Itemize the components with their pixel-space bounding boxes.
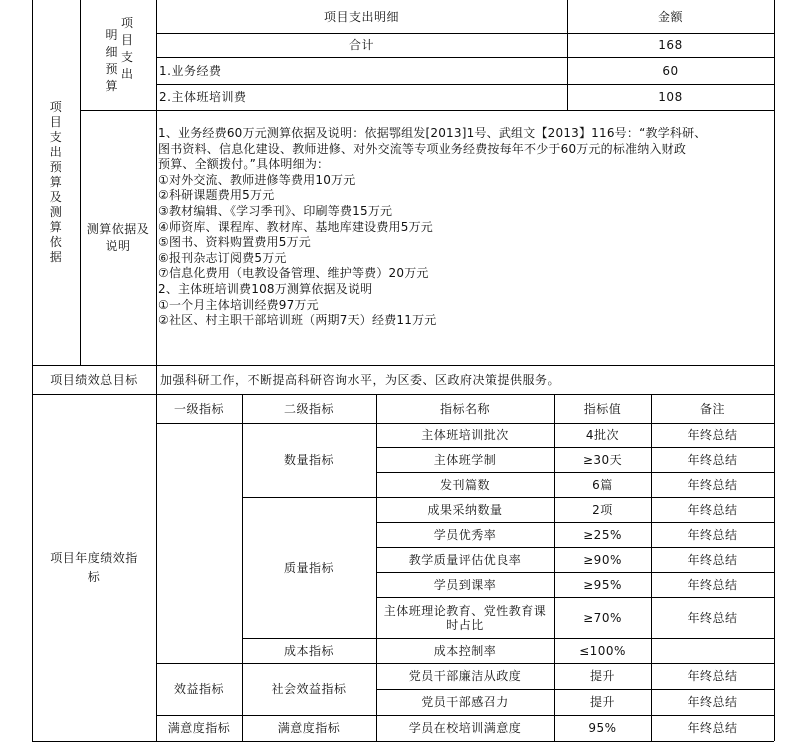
indicator-name: 教学质量评估优良率 — [408, 552, 522, 567]
header-level1: 一级指标 — [173, 401, 224, 416]
indicator-value: ≥90% — [583, 552, 622, 567]
level1-satisfaction: 满意度指标 — [167, 721, 231, 735]
indicator-value: ≥25% — [583, 527, 622, 542]
detail-row-item: 2.主体班培训费 — [159, 90, 247, 104]
vertical-label-columns: 项 目 支 出 明 细 预 算 — [105, 16, 134, 93]
indicator-value: 提升 — [589, 695, 615, 709]
indicator-value: 6篇 — [592, 477, 613, 492]
basis-description — [158, 126, 774, 329]
level2-cost: 成本指标 — [283, 643, 334, 658]
basis-line: 2、主体班培训费108万测算依据及说明 — [158, 281, 373, 296]
indicator-note: 年终总结 — [687, 477, 738, 492]
indicator-name: 党员干部廉洁从政度 — [408, 669, 522, 683]
detail-row-total-item: 合计 — [348, 38, 374, 52]
indicator-value: 提升 — [589, 669, 615, 683]
indicator-value: ≥70% — [583, 610, 622, 625]
header-level2: 二级指标 — [283, 401, 334, 416]
detail-header-item: 项目支出明细 — [323, 9, 399, 24]
detail-budget-label — [80, 0, 156, 110]
indicator-value: ≥95% — [583, 577, 622, 592]
basis-line: ③教材编辑、《学习季刊》、印刷等费15万元 — [158, 203, 393, 218]
indicator-value: ≤100% — [579, 643, 626, 658]
basis-line: ⑦信息化费用（电教设备管理、维护等费）20万元 — [158, 266, 429, 281]
indicator-name: 成果采纳数量 — [427, 502, 503, 517]
level1-benefit: 效益指标 — [173, 682, 224, 696]
budget-section-label — [32, 0, 80, 365]
basis-line: 图书资料、信息化建设、教师进修、对外交流等专项业务经费按每年不少于60万元的标准纳入财政 — [158, 141, 687, 156]
detail-row-total-amount: 168 — [658, 38, 683, 52]
level2-quantity: 数量指标 — [283, 453, 334, 467]
basis-line: ⑤图书、资料购置费用5万元 — [158, 235, 311, 250]
indicator-note: 年终总结 — [687, 527, 738, 542]
basis-label: 测算依据及说明 — [86, 221, 150, 253]
indicator-name: 学员到课率 — [433, 577, 497, 592]
indicator-note: 年终总结 — [687, 452, 738, 467]
detail-header-amount: 金额 — [657, 9, 683, 24]
indicators-label: 项目年度绩效指标 — [50, 550, 138, 584]
level2-social-benefit: 社会效益指标 — [271, 682, 347, 696]
indicator-name: 学员在校培训满意度 — [408, 721, 522, 735]
indicator-value: 2项 — [592, 502, 613, 517]
basis-line: ⑥报刊杂志订阅费5万元 — [158, 250, 287, 265]
indicator-note: 年终总结 — [687, 502, 738, 517]
indicator-note: 年终总结 — [687, 695, 738, 709]
indicator-name: 主体班培训批次 — [421, 428, 509, 442]
goal-label: 项目绩效总目标 — [50, 372, 138, 387]
goal-text: 加强科研工作，不断提高科研咨询水平，为区委、区政府决策提供服务。 — [160, 372, 561, 387]
indicator-name: 主体班学制 — [433, 452, 497, 467]
level2-quality: 质量指标 — [283, 560, 334, 575]
basis-line: ①一个月主体培训经费97万元 — [158, 297, 319, 312]
basis-line: 预算、全额拨付。”具体明细为： — [158, 157, 330, 172]
indicator-value: 95% — [588, 721, 617, 735]
indicator-note: 年终总结 — [687, 552, 738, 567]
detail-row-amount: 108 — [658, 90, 683, 104]
header-name: 指标名称 — [439, 401, 490, 416]
indicator-note — [651, 638, 774, 663]
header-value: 指标值 — [583, 401, 622, 416]
indicator-name: 主体班理论教育、党性教育课时占比 — [383, 603, 547, 632]
basis-line: 1、业务经费60万元测算依据及说明：依据鄂组发[2013]1号、武组文【2013】116号：“教学科研、 — [158, 126, 707, 140]
indicator-name: 学员优秀率 — [433, 527, 497, 542]
indicator-value: 4批次 — [585, 428, 620, 442]
basis-line: ②社区、村主职干部培训班（两期7天）经费11万元 — [158, 313, 437, 328]
indicator-note: 年终总结 — [687, 577, 738, 592]
level2-satisfaction: 满意度指标 — [277, 721, 341, 735]
vertical-label: 项 目 支 出 预 算 及 测 算 依 据 — [49, 100, 63, 264]
detail-row-amount: 60 — [662, 63, 679, 78]
basis-line: ②科研课题费用5万元 — [158, 188, 275, 203]
indicator-name: 成本控制率 — [433, 643, 497, 658]
indicator-name: 发刊篇数 — [439, 477, 490, 492]
indicator-name: 党员干部感召力 — [421, 695, 509, 709]
indicator-note: 年终总结 — [687, 721, 738, 735]
basis-line: ①对外交流、教师进修等费用10万元 — [158, 172, 356, 187]
indicator-note: 年终总结 — [687, 669, 738, 683]
indicator-value: ≥30天 — [582, 452, 623, 467]
indicator-note: 年终总结 — [687, 428, 738, 442]
basis-line: ④师资库、课程库、教材库、基地库建设费用5万元 — [158, 219, 433, 234]
indicator-note: 年终总结 — [687, 610, 738, 625]
header-note: 备注 — [699, 401, 725, 416]
detail-row-item: 1.业务经费 — [159, 63, 222, 78]
